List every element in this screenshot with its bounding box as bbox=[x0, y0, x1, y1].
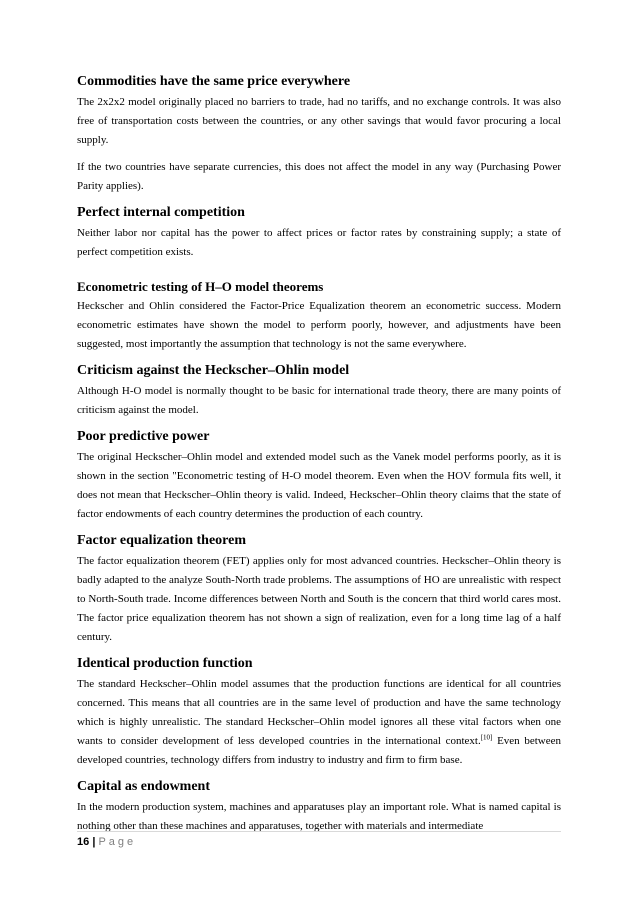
paragraph: If the two countries have separate currencies, this does not affect the model in any way (Purchasing Power Parity applies). bbox=[77, 161, 561, 192]
section-heading: Identical production function bbox=[77, 656, 253, 671]
page-content bbox=[77, 73, 561, 836]
section-heading: Econometric testing of H–O model theorems bbox=[77, 279, 324, 294]
paragraph: In the modern production system, machines and apparatuses play an important role. What is named capital is nothing other than these machines and apparatuses, together with materials and intermediate bbox=[77, 801, 561, 832]
paragraph bbox=[77, 675, 561, 770]
section-heading: Factor equalization theorem bbox=[77, 533, 247, 548]
footer-separator: | bbox=[92, 836, 96, 848]
paragraph: Although H-O model is normally thought to be basic for international trade theory, there are many points of criticism against the model. bbox=[77, 385, 561, 416]
section-heading: Criticism against the Heckscher–Ohlin model bbox=[77, 363, 350, 378]
page-number: 16 bbox=[77, 836, 90, 848]
section-heading: Capital as endowment bbox=[77, 779, 211, 794]
paragraph-text: Even between developed countries, technology differs from industry to industry and firm to firm base. bbox=[77, 735, 562, 766]
footnote-reference[interactable]: [10] bbox=[480, 733, 493, 742]
paragraph: Neither labor nor capital has the power to affect prices or factor rates by constraining supply; a state of perfect competition exists. bbox=[77, 227, 561, 258]
section-heading: Commodities have the same price everywhere bbox=[77, 74, 351, 89]
section-perfect-competition bbox=[77, 204, 561, 262]
section-capital-endowment bbox=[77, 778, 561, 836]
section-heading: Poor predictive power bbox=[77, 429, 210, 444]
paragraph: The 2x2x2 model originally placed no barriers to trade, had no tariffs, and no exchange controls. It was also free of transportation costs between the countries, or any other savings that would favor procuring a local supply. bbox=[77, 96, 561, 146]
paragraph: The factor equalization theorem (FET) applies only for most advanced countries. Heckscher–Ohlin theory is badly adapted to the analyze South-North trade problems. The assumptions of HO are unrealistic with respect to North-South trade. Income differences between North and South is the concern that third world cares most. The factor price equalization theorem has not shown a sign of realization, even for a long time lag of a half century. bbox=[77, 555, 561, 643]
section-commodities bbox=[77, 73, 561, 196]
section-factor-equalization bbox=[77, 532, 561, 647]
section-poor-predictive-power bbox=[77, 428, 561, 524]
paragraph: The original Heckscher–Ohlin model and extended model such as the Vanek model performs poorly, as it is shown in the section "Econometric testing of H-O model theorem. Even when the HOV formula fits well, it does not mean that Heckscher–Ohlin theory is valid. Indeed, Heckscher–Ohlin theory claims that the state of factor endowments of each country determines the production of each country. bbox=[77, 451, 561, 520]
page-footer bbox=[77, 831, 561, 848]
section-identical-production bbox=[77, 655, 561, 770]
section-criticism bbox=[77, 362, 561, 420]
page-label: Page bbox=[98, 836, 137, 848]
section-heading: Perfect internal competition bbox=[77, 205, 245, 220]
paragraph-text: The standard Heckscher–Ohlin model assumes that the production functions are identical for all countries concerned. This means that all countries are in the same level of production and have the same technology which is highly unrealistic. The standard Heckscher–Ohlin model ignores all these vital factors when one wants to consider development of less developed countries in the international context. bbox=[77, 678, 561, 747]
paragraph: Heckscher and Ohlin considered the Factor-Price Equalization theorem an econometric success. Modern econometric estimates have shown the model to perform poorly, however, and adjustments have been suggested, most importantly the assumption that technology is not the same everywhere. bbox=[77, 300, 561, 350]
section-econometric-testing bbox=[77, 278, 561, 354]
